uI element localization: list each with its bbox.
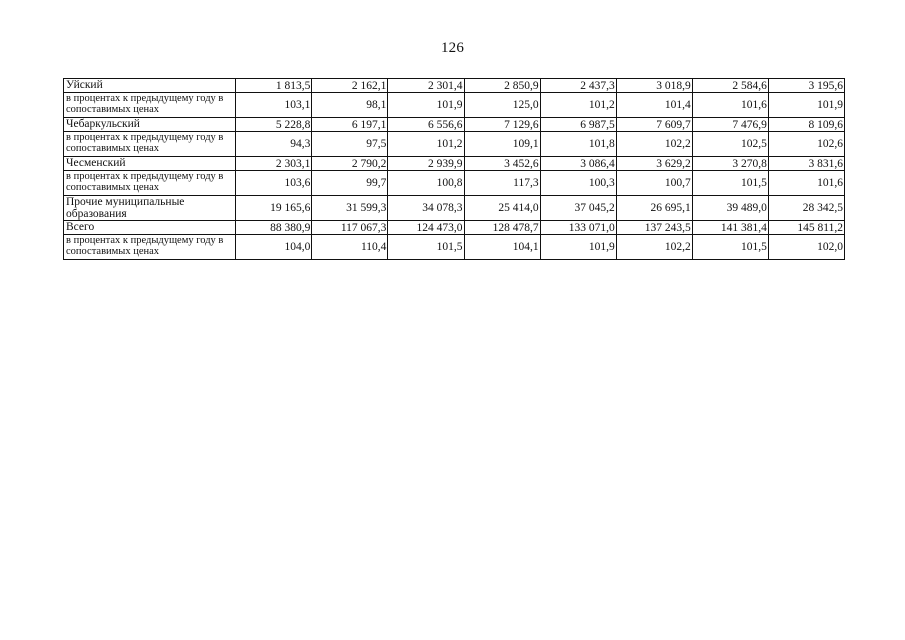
table-cell: 103,6 — [236, 171, 312, 196]
table-row — [64, 235, 845, 260]
table-cell: 110,4 — [312, 235, 388, 260]
table-cell: 102,2 — [616, 132, 692, 157]
table-cell: 6 197,1 — [312, 118, 388, 132]
table-cell: 97,5 — [312, 132, 388, 157]
table-cell: 88 380,9 — [236, 221, 312, 235]
table-cell: 3 195,6 — [768, 79, 844, 93]
table-cell: 2 939,9 — [388, 157, 464, 171]
table-cell: 3 018,9 — [616, 79, 692, 93]
table-cell: 101,5 — [692, 235, 768, 260]
table-cell: 37 045,2 — [540, 196, 616, 221]
table-cell: 6 987,5 — [540, 118, 616, 132]
table-cell: 39 489,0 — [692, 196, 768, 221]
table-cell: 101,2 — [540, 93, 616, 118]
table-cell: 102,0 — [768, 235, 844, 260]
statistics-table — [63, 78, 845, 260]
table-cell: 1 813,5 — [236, 79, 312, 93]
table-cell: 101,9 — [388, 93, 464, 118]
table-cell: 25 414,0 — [464, 196, 540, 221]
table-row — [64, 157, 845, 171]
row-label: Прочие муниципальные образования — [64, 196, 236, 221]
table-row — [64, 79, 845, 93]
table-cell: 99,7 — [312, 171, 388, 196]
table-cell: 2 301,4 — [388, 79, 464, 93]
table-cell: 125,0 — [464, 93, 540, 118]
table-row — [64, 171, 845, 196]
table-cell: 7 609,7 — [616, 118, 692, 132]
table-cell: 101,9 — [768, 93, 844, 118]
row-label: Чебаркульский — [64, 118, 236, 132]
table-cell: 102,5 — [692, 132, 768, 157]
table-cell: 2 162,1 — [312, 79, 388, 93]
table-cell: 3 831,6 — [768, 157, 844, 171]
row-label: в процентах к предыдущему году в сопоставимых ценах — [64, 132, 236, 157]
table-cell: 137 243,5 — [616, 221, 692, 235]
row-label: Чесменский — [64, 157, 236, 171]
table-cell: 2 790,2 — [312, 157, 388, 171]
table-row — [64, 132, 845, 157]
table-cell: 100,8 — [388, 171, 464, 196]
table-cell: 101,9 — [540, 235, 616, 260]
table-cell: 19 165,6 — [236, 196, 312, 221]
table-cell: 2 303,1 — [236, 157, 312, 171]
row-label: Уйский — [64, 79, 236, 93]
table-cell: 117,3 — [464, 171, 540, 196]
table-row — [64, 221, 845, 235]
table-cell: 7 129,6 — [464, 118, 540, 132]
row-label: в процентах к предыдущему году в сопоставимых ценах — [64, 93, 236, 118]
table-cell: 101,5 — [692, 171, 768, 196]
table-cell: 28 342,5 — [768, 196, 844, 221]
row-label: в процентах к предыдущему году в сопоставимых ценах — [64, 235, 236, 260]
table-cell: 141 381,4 — [692, 221, 768, 235]
table-row — [64, 196, 845, 221]
table-cell: 103,1 — [236, 93, 312, 118]
page-number: 126 — [440, 40, 465, 56]
table-cell: 3 629,2 — [616, 157, 692, 171]
table-cell: 124 473,0 — [388, 221, 464, 235]
table-cell: 8 109,6 — [768, 118, 844, 132]
table-cell: 31 599,3 — [312, 196, 388, 221]
table-cell: 2 850,9 — [464, 79, 540, 93]
table-cell: 5 228,8 — [236, 118, 312, 132]
table-cell: 7 476,9 — [692, 118, 768, 132]
table-cell: 101,8 — [540, 132, 616, 157]
table-cell: 117 067,3 — [312, 221, 388, 235]
table-cell: 128 478,7 — [464, 221, 540, 235]
row-label: в процентах к предыдущему году в сопоставимых ценах — [64, 171, 236, 196]
table-cell: 104,1 — [464, 235, 540, 260]
table-cell: 145 811,2 — [768, 221, 844, 235]
table-cell: 3 452,6 — [464, 157, 540, 171]
table-cell: 101,5 — [388, 235, 464, 260]
table-cell: 26 695,1 — [616, 196, 692, 221]
table-row — [64, 93, 845, 118]
table-cell: 104,0 — [236, 235, 312, 260]
table-cell: 6 556,6 — [388, 118, 464, 132]
table-body — [64, 79, 845, 260]
table-cell: 100,3 — [540, 171, 616, 196]
table-cell: 2 437,3 — [540, 79, 616, 93]
table-cell: 101,6 — [768, 171, 844, 196]
table-cell: 3 086,4 — [540, 157, 616, 171]
table-cell: 100,7 — [616, 171, 692, 196]
table-cell: 101,6 — [692, 93, 768, 118]
table-cell: 2 584,6 — [692, 79, 768, 93]
table-cell: 101,4 — [616, 93, 692, 118]
table-cell: 102,2 — [616, 235, 692, 260]
table-cell: 109,1 — [464, 132, 540, 157]
table-row — [64, 118, 845, 132]
table-cell: 102,6 — [768, 132, 844, 157]
table-cell: 98,1 — [312, 93, 388, 118]
table-cell: 101,2 — [388, 132, 464, 157]
row-label: Всего — [64, 221, 236, 235]
table-cell: 3 270,8 — [692, 157, 768, 171]
table-cell: 133 071,0 — [540, 221, 616, 235]
table-cell: 94,3 — [236, 132, 312, 157]
table-cell: 34 078,3 — [388, 196, 464, 221]
